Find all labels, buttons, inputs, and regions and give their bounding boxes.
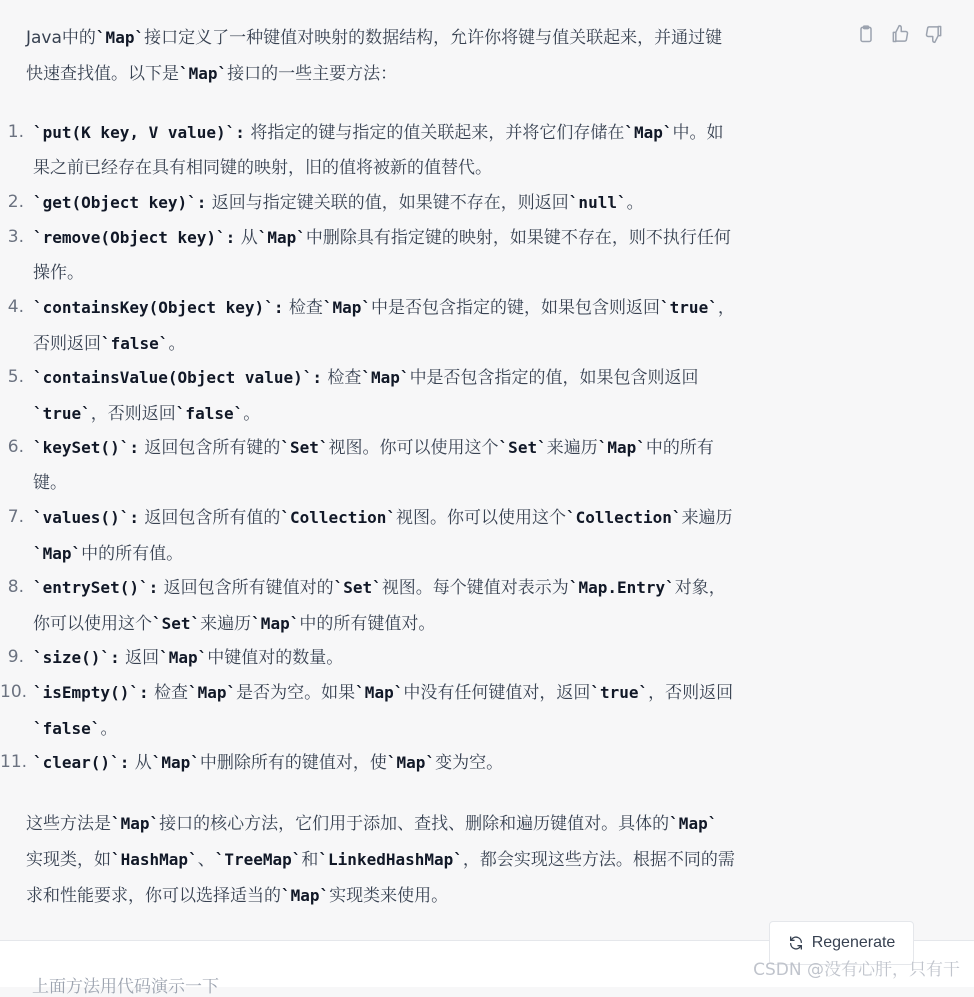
text-run: 、 (197, 850, 215, 870)
thumbs-up-icon[interactable] (890, 24, 910, 44)
regenerate-label: Regenerate (811, 934, 896, 951)
inline-code: `LinkedHashMap` (318, 850, 463, 869)
text-run: 接口的一些主要方法： (227, 64, 398, 84)
text-run: 你可以使用这个 (33, 614, 152, 634)
inline-code: `Set` (498, 438, 547, 457)
inline-code: `containsValue(Object value)`: (33, 368, 322, 387)
inline-code: `true` (660, 298, 718, 317)
text-run: 从 (235, 228, 258, 248)
text-run: 检查 (283, 298, 323, 318)
inline-code: `false` (33, 719, 101, 738)
text-run: 。 (243, 404, 261, 424)
list-number: 6. (7, 437, 24, 457)
inline-code: `Map` (151, 753, 200, 772)
inline-code: `isEmpty()`: (33, 683, 149, 702)
text-run: 来遍历 (200, 614, 252, 634)
text-run: 中的所有值。 (81, 544, 184, 564)
inline-code: `put(K key, V value)`: (33, 123, 245, 142)
text-run: 中的所有 (645, 438, 714, 458)
inline-code: `clear()`: (33, 753, 130, 772)
list-number: 7. (7, 507, 24, 527)
text-run: 。 (100, 719, 118, 739)
text-run: 视图。你可以使用这个 (395, 508, 566, 528)
list-number: 1. (7, 122, 24, 142)
text-run: 果之前已经存在具有相同键的映射，旧的值将被新的值替代。 (33, 158, 492, 178)
text-run: 检查 (321, 368, 362, 388)
text-run: 中没有任何键值对，返回 (403, 683, 591, 703)
next-user-message: 上面方法用代码演示一下 (32, 977, 219, 997)
inline-code: `Map` (95, 28, 145, 47)
text-run: 。 (168, 334, 186, 354)
text-run: 实现类来使用。 (329, 886, 449, 906)
inline-code: `Collection` (280, 508, 396, 527)
inline-code: `TreeMap` (214, 850, 302, 869)
list-item-text (33, 640, 843, 676)
inline-code: `Map` (188, 683, 237, 702)
inline-code: `Map` (281, 886, 330, 905)
inline-code: `null` (568, 193, 627, 212)
inline-code: `values()`: (33, 508, 139, 527)
thumbs-down-icon[interactable] (924, 24, 944, 44)
inline-code: `Map` (669, 814, 718, 833)
inline-code: `Collection` (565, 508, 682, 527)
list-number: 11. (0, 752, 28, 772)
summary-paragraph (26, 806, 846, 914)
text-run: 视图。每个键值对表示为 (381, 578, 569, 598)
inline-code: `entrySet()`: (33, 578, 159, 597)
text-run: 返回包含所有值的 (138, 508, 281, 528)
inline-code: `keySet()`: (33, 438, 139, 457)
list-number: 10. (0, 682, 28, 702)
inline-code: `Map.Entry` (568, 578, 675, 597)
intro-paragraph (26, 20, 846, 92)
list-item-text (33, 430, 843, 501)
list-item-text (33, 185, 843, 221)
inline-code: `Map` (257, 228, 306, 247)
inline-code: `get(Object key)`: (33, 193, 207, 212)
text-run: 接口的核心方法，它们用于添加、查找、删除和遍历键值对。具体的 (159, 814, 670, 834)
text-run: 和 (301, 850, 319, 870)
text-run: 视图。你可以使用这个 (328, 438, 499, 458)
text-run: ，否则返回 (648, 683, 734, 703)
list-number: 8. (7, 577, 24, 597)
text-run: 变为空。 (435, 753, 504, 773)
inline-code: `true` (590, 683, 649, 702)
text-run: 中删除所有的键值对，使 (199, 753, 387, 773)
text-run: 这些方法是 (26, 814, 111, 834)
text-run: 来遍历 (546, 438, 598, 458)
inline-code: `remove(Object key)`: (33, 228, 236, 247)
list-item-text (33, 290, 843, 362)
text-run: 从 (129, 753, 152, 773)
text-run: 中是否包含指定的键，如果包含则返回 (371, 298, 661, 318)
text-run: 接口定义了一种键值对映射的数据结构，允许你将键与值关联起来，并通过键 (144, 28, 723, 48)
text-run: 返回包含所有键值对的 (158, 578, 334, 598)
list-item-text (33, 500, 843, 572)
inline-code: `Map` (179, 64, 228, 83)
inline-code: `Map` (386, 753, 436, 772)
text-run: 中键值对的数量。 (207, 648, 344, 668)
text-run: 返回 (119, 648, 160, 668)
text-run: 操作。 (33, 263, 84, 283)
inline-code: `false` (101, 334, 169, 353)
text-run: 将指定的键与指定的值关联起来，并将它们存储在 (244, 123, 625, 143)
inline-code: `Map` (361, 368, 410, 387)
inline-code: `Map` (322, 298, 372, 317)
list-item-text (33, 360, 843, 432)
text-run: 中的所有键值对。 (299, 614, 436, 634)
list-item-text (33, 745, 843, 781)
inline-code: `false` (175, 404, 244, 423)
text-run: 返回包含所有键的 (138, 438, 281, 458)
message-actions (856, 24, 944, 44)
list-item-text (33, 570, 843, 642)
text-run: 快速查找值。以下是 (26, 64, 179, 84)
inline-code: `Map` (355, 683, 404, 702)
text-run: ，否则返回 (90, 404, 176, 424)
list-item-text (33, 675, 843, 747)
list-number: 4. (7, 297, 24, 317)
inline-code: `Map` (597, 438, 646, 457)
text-run: ， (717, 298, 735, 318)
text-run: Java中的 (26, 28, 96, 48)
inline-code: `size()`: (33, 648, 120, 667)
text-run: 。 (626, 193, 644, 213)
list-number: 9. (7, 647, 24, 667)
text-run: 中删除具有指定键的映射，如果键不存在，则不执行任何 (305, 228, 731, 248)
inline-code: `true` (33, 404, 91, 423)
clipboard-icon[interactable] (856, 24, 876, 44)
inline-code: `Set` (333, 578, 382, 597)
inline-code: `Map` (33, 544, 82, 563)
inline-code: `containsKey(Object key)`: (33, 298, 284, 317)
list-number: 2. (7, 192, 24, 212)
text-run: 来遍历 (681, 508, 733, 528)
list-number: 3. (7, 227, 24, 247)
inline-code: `Map` (159, 648, 208, 667)
text-run: 返回与指定键关联的值，如果键不存在，则返回 (206, 193, 569, 213)
refresh-icon (788, 935, 804, 951)
text-run: 求和性能要求，你可以选择适当的 (26, 886, 281, 906)
text-run: 否则返回 (33, 334, 101, 354)
inline-code: `Set` (280, 438, 329, 457)
text-run: 键。 (33, 473, 67, 493)
inline-code: `HashMap` (111, 850, 198, 869)
inline-code: `Map` (251, 614, 300, 633)
watermark: CSDN @没有心肝，只有干 (753, 960, 960, 980)
list-item-text (33, 220, 843, 291)
text-run: 是否为空。如果 (236, 683, 356, 703)
list-number: 5. (7, 367, 24, 387)
inline-code: `Map` (624, 123, 673, 142)
text-run: 中是否包含指定的值，如果包含则返回 (409, 368, 699, 388)
text-run: ，都会实现这些方法。根据不同的需 (462, 850, 735, 870)
text-run: 实现类，如 (26, 850, 111, 870)
list-item-text (33, 115, 843, 186)
text-run: 中。如 (672, 123, 724, 143)
inline-code: `Set` (152, 614, 201, 633)
inline-code: `Map` (111, 814, 160, 833)
text-run: 对象， (674, 578, 726, 598)
text-run: 检查 (148, 683, 188, 703)
